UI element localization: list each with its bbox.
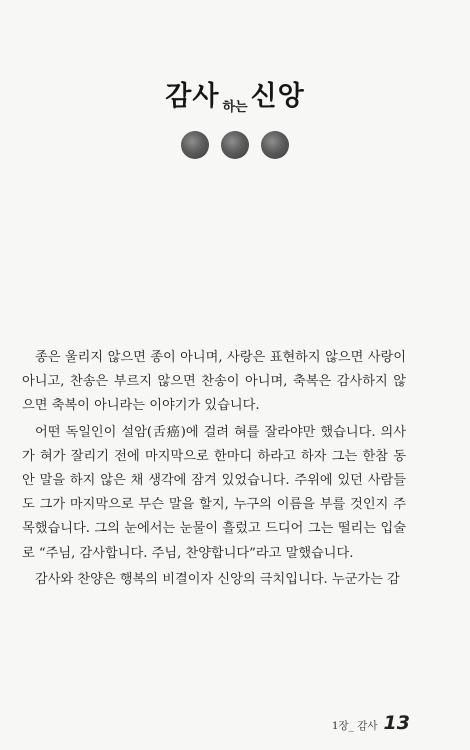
page-footer [332,712,410,734]
decorative-dots [0,131,470,159]
paragraph: 어떤 독일인이 설암(舌癌)에 걸려 혀를 잘라야만 했습니다. 의사가 혀가 잘리기 전에 마지막으로 한마디 하라고 하자 그는 한참 동안 말을 하지 않은 채 생각에 잠겨 있었습니다. 주위에 있던 사람들도 그가 마지막으로 무슨 말을 할지, 누구의 이름을 부를 것인지 주목했습니다. 그의 눈에서는 눈물이 흘렀고 드디어 그는 떨리는 입술로 “주님, 감사합니다. 주님, 찬양합니다”라고 말했습니다. [22,424,406,561]
decorative-dot-icon [221,131,249,159]
page-number: 13 [383,712,410,734]
decorative-dot-icon [261,131,289,159]
running-footer-chapter: 1장_ 감사 [331,720,378,732]
paragraph: 종은 울리지 않으면 종이 아니며, 사랑은 표현하지 않으면 사랑이 아니고, 찬송은 부르지 않으면 찬송이 아니며, 축복은 감사하지 않으면 축복이 아니라는 이야기가 있습니다. [22,350,406,414]
chapter-title [0,74,470,113]
body-text [22,346,406,594]
title-connector: 하는 [222,100,248,115]
title-word-gamsa: 감사 [165,81,220,112]
decorative-dot-icon [181,131,209,159]
title-word-sinang: 신앙 [250,81,305,112]
paragraph: 감사와 찬양은 행복의 비결이자 신앙의 극치입니다. 누군가는 감 [35,571,400,587]
